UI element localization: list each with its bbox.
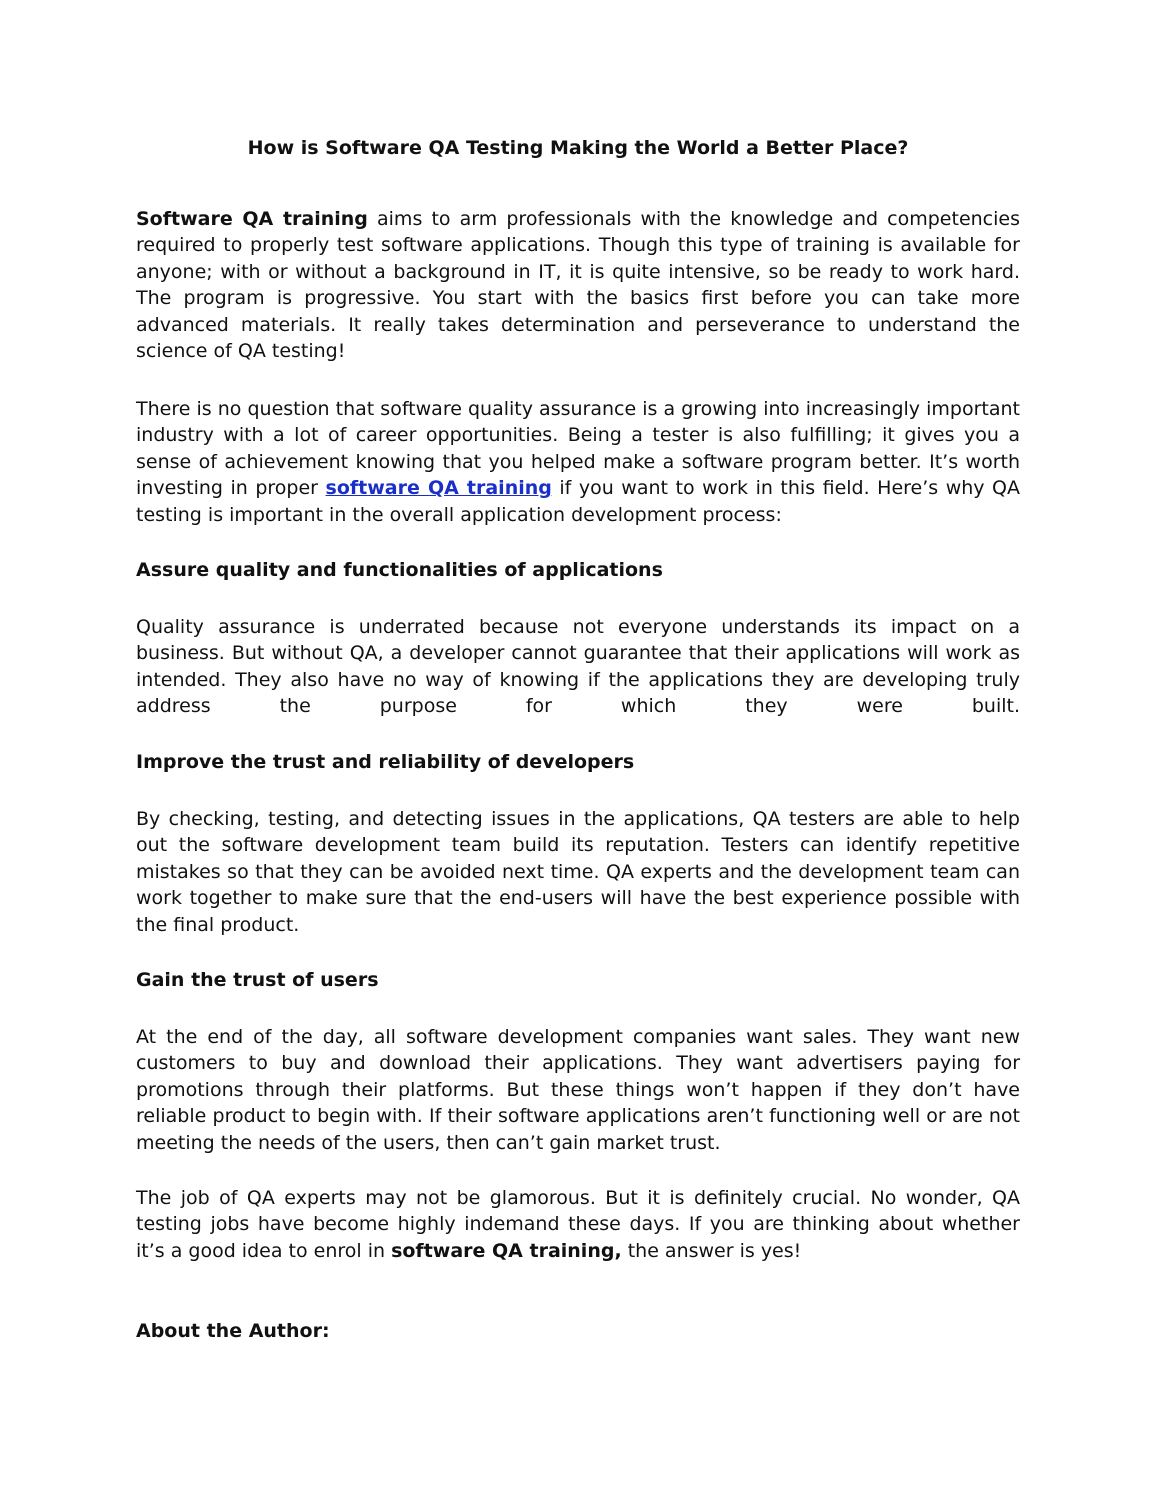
about-author-heading: About the Author: xyxy=(136,1320,330,1342)
section-heading-quality: Assure quality and functionalities of applications xyxy=(136,559,663,581)
conclusion-text-after: the answer is yes! xyxy=(621,1239,802,1262)
conclusion-paragraph xyxy=(136,1185,1020,1264)
quality-paragraph: Quality assurance is underrated because not everyone understands its impact on a business. But without QA, a developer cannot guarantee that their applications will work as intended. They also have no way of knowing if the applications they are developing truly address the purpose for which they were built. xyxy=(136,616,1020,718)
intro-text: aims to arm professionals with the knowledge and competencies required to properly test software applications. Though this type of training is available for anyone; with or without a background in IT, it is quite intensive, so be ready to work hard. The program is progressive. You start with the basics first before you can take more advanced materials. It really takes determination and perseverance to understand the science of QA testing! xyxy=(136,208,1020,363)
career-text-before: There is no question that software quality assurance is a growing into increasingly important industry with a lot of career opportunities. Being a tester is also fulfilling; it gives you a sense of achievement knowing that you helped make a software program better. It’s worth investing in proper xyxy=(136,398,1020,500)
intro-paragraph xyxy=(136,206,1020,364)
intro-bold-lead: Software QA training xyxy=(136,208,368,230)
page-title: How is Software QA Testing Making the World a Better Place? xyxy=(247,137,909,159)
career-text-after: if you want to work in this field. Here’s why QA testing is important in the overall application development process: xyxy=(136,477,1020,526)
conclusion-bold: software QA training, xyxy=(391,1239,622,1262)
section-heading-trust-users: Gain the trust of users xyxy=(136,969,379,991)
trust-users-paragraph: At the end of the day, all software development companies want sales. They want new customers to buy and download their applications. They want advertisers paying for promotions through their platforms. But these things won’t happen if they don’t have reliable product to begin with. If their software applications aren’t functioning well or are not meeting the needs of the users, then can’t gain market trust. xyxy=(136,1026,1020,1154)
career-paragraph xyxy=(136,396,1020,528)
trust-developers-paragraph: By checking, testing, and detecting issues in the applications, QA testers are able to help out the software development team build its reputation. Testers can identify repetitive mistakes so that they can be avoided next time. QA experts and the development team can work together to make sure that the end-users will have the best experience possible with the final product. xyxy=(136,808,1020,936)
conclusion-text-before: The job of QA experts may not be glamorous. But it is definitely crucial. No wonder, QA testing jobs have become highly indemand these days. If you are thinking about whether it’s a good idea to enrol in xyxy=(136,1187,1020,1262)
section-heading-trust-developers: Improve the trust and reliability of developers xyxy=(136,751,635,773)
software-qa-training-link[interactable]: software QA training xyxy=(325,477,552,500)
